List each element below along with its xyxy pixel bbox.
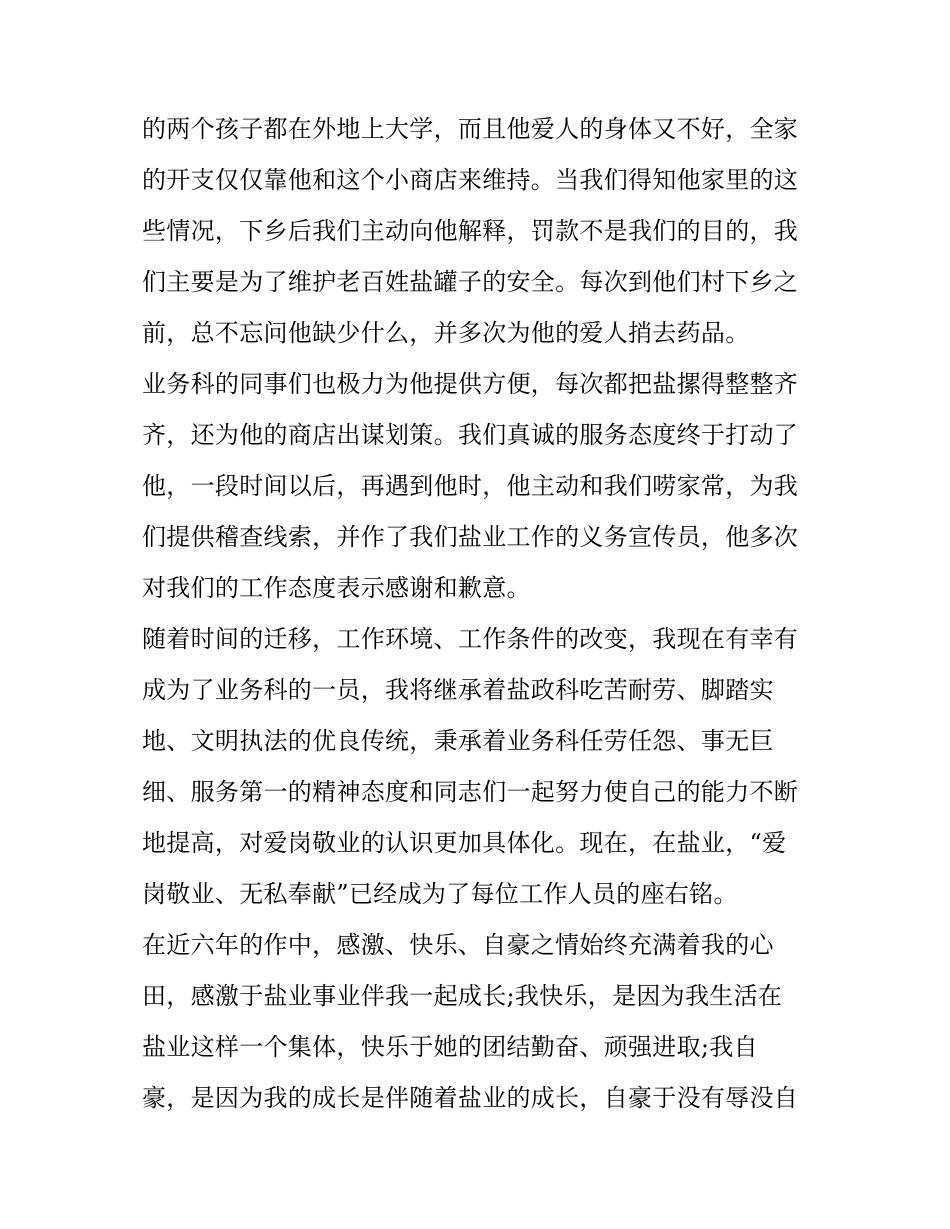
text-line: 随着时间的迁移，工作环境、工作条件的改变，我现在有幸有 — [142, 625, 799, 653]
text-line: 齐，还为他的商店出谋划策。我们真诚的服务态度终于打动了 — [142, 421, 799, 449]
text-line: 地、文明执法的优良传统，秉承着业务科任劳任怨、事无巨 — [142, 727, 774, 755]
text-line: 成为了业务科的一员，我将继承着盐政科吃苦耐劳、脚踏实 — [142, 676, 774, 704]
text-line: 细、服务第一的精神态度和同志们一起努力使自己的能力不断 — [142, 778, 799, 806]
text-line: 业务科的同事们也极力为他提供方便，每次都把盐摞得整整齐 — [142, 370, 799, 398]
text-line: 的开支仅仅靠他和这个小商店来维持。当我们得知他家里的这 — [142, 166, 799, 194]
text-line: 豪，是因为我的成长是伴随着盐业的成长，自豪于没有辱没自 — [142, 1084, 799, 1112]
text-line: 他，一段时间以后，再遇到他时，他主动和我们唠家常，为我 — [142, 472, 799, 500]
text-line: 们主要是为了维护老百姓盐罐子的安全。每次到他们村下乡之 — [142, 268, 799, 296]
text-line: 们提供稽查线索，并作了我们盐业工作的义务宣传员，他多次 — [142, 523, 799, 551]
text-line: 岗敬业、无私奉献”已经成为了每位工作人员的座右铭。 — [142, 880, 738, 908]
text-line: 的两个孩子都在外地上大学，而且他爱人的身体又不好，全家 — [142, 115, 799, 143]
text-line: 地提高，对爱岗敬业的认识更加具体化。现在，在盐业，“爱 — [142, 829, 787, 857]
text-line: 田，感激于盐业事业伴我一起成长;我快乐，是因为我生活在 — [142, 982, 783, 1010]
text-line: 前，总不忘问他缺少什么，并多次为他的爱人捎去药品。 — [142, 319, 750, 347]
text-line: 些情况，下乡后我们主动向他解释，罚款不是我们的目的，我 — [142, 217, 799, 245]
text-line: 盐业这样一个集体，快乐于她的团结勤奋、顽强进取;我自 — [142, 1033, 758, 1061]
body-text — [142, 104, 832, 1124]
text-line: 在近六年的作中，感激、快乐、自豪之情始终充满着我的心 — [142, 931, 774, 959]
text-line: 对我们的工作态度表示感谢和歉意。 — [142, 574, 531, 602]
